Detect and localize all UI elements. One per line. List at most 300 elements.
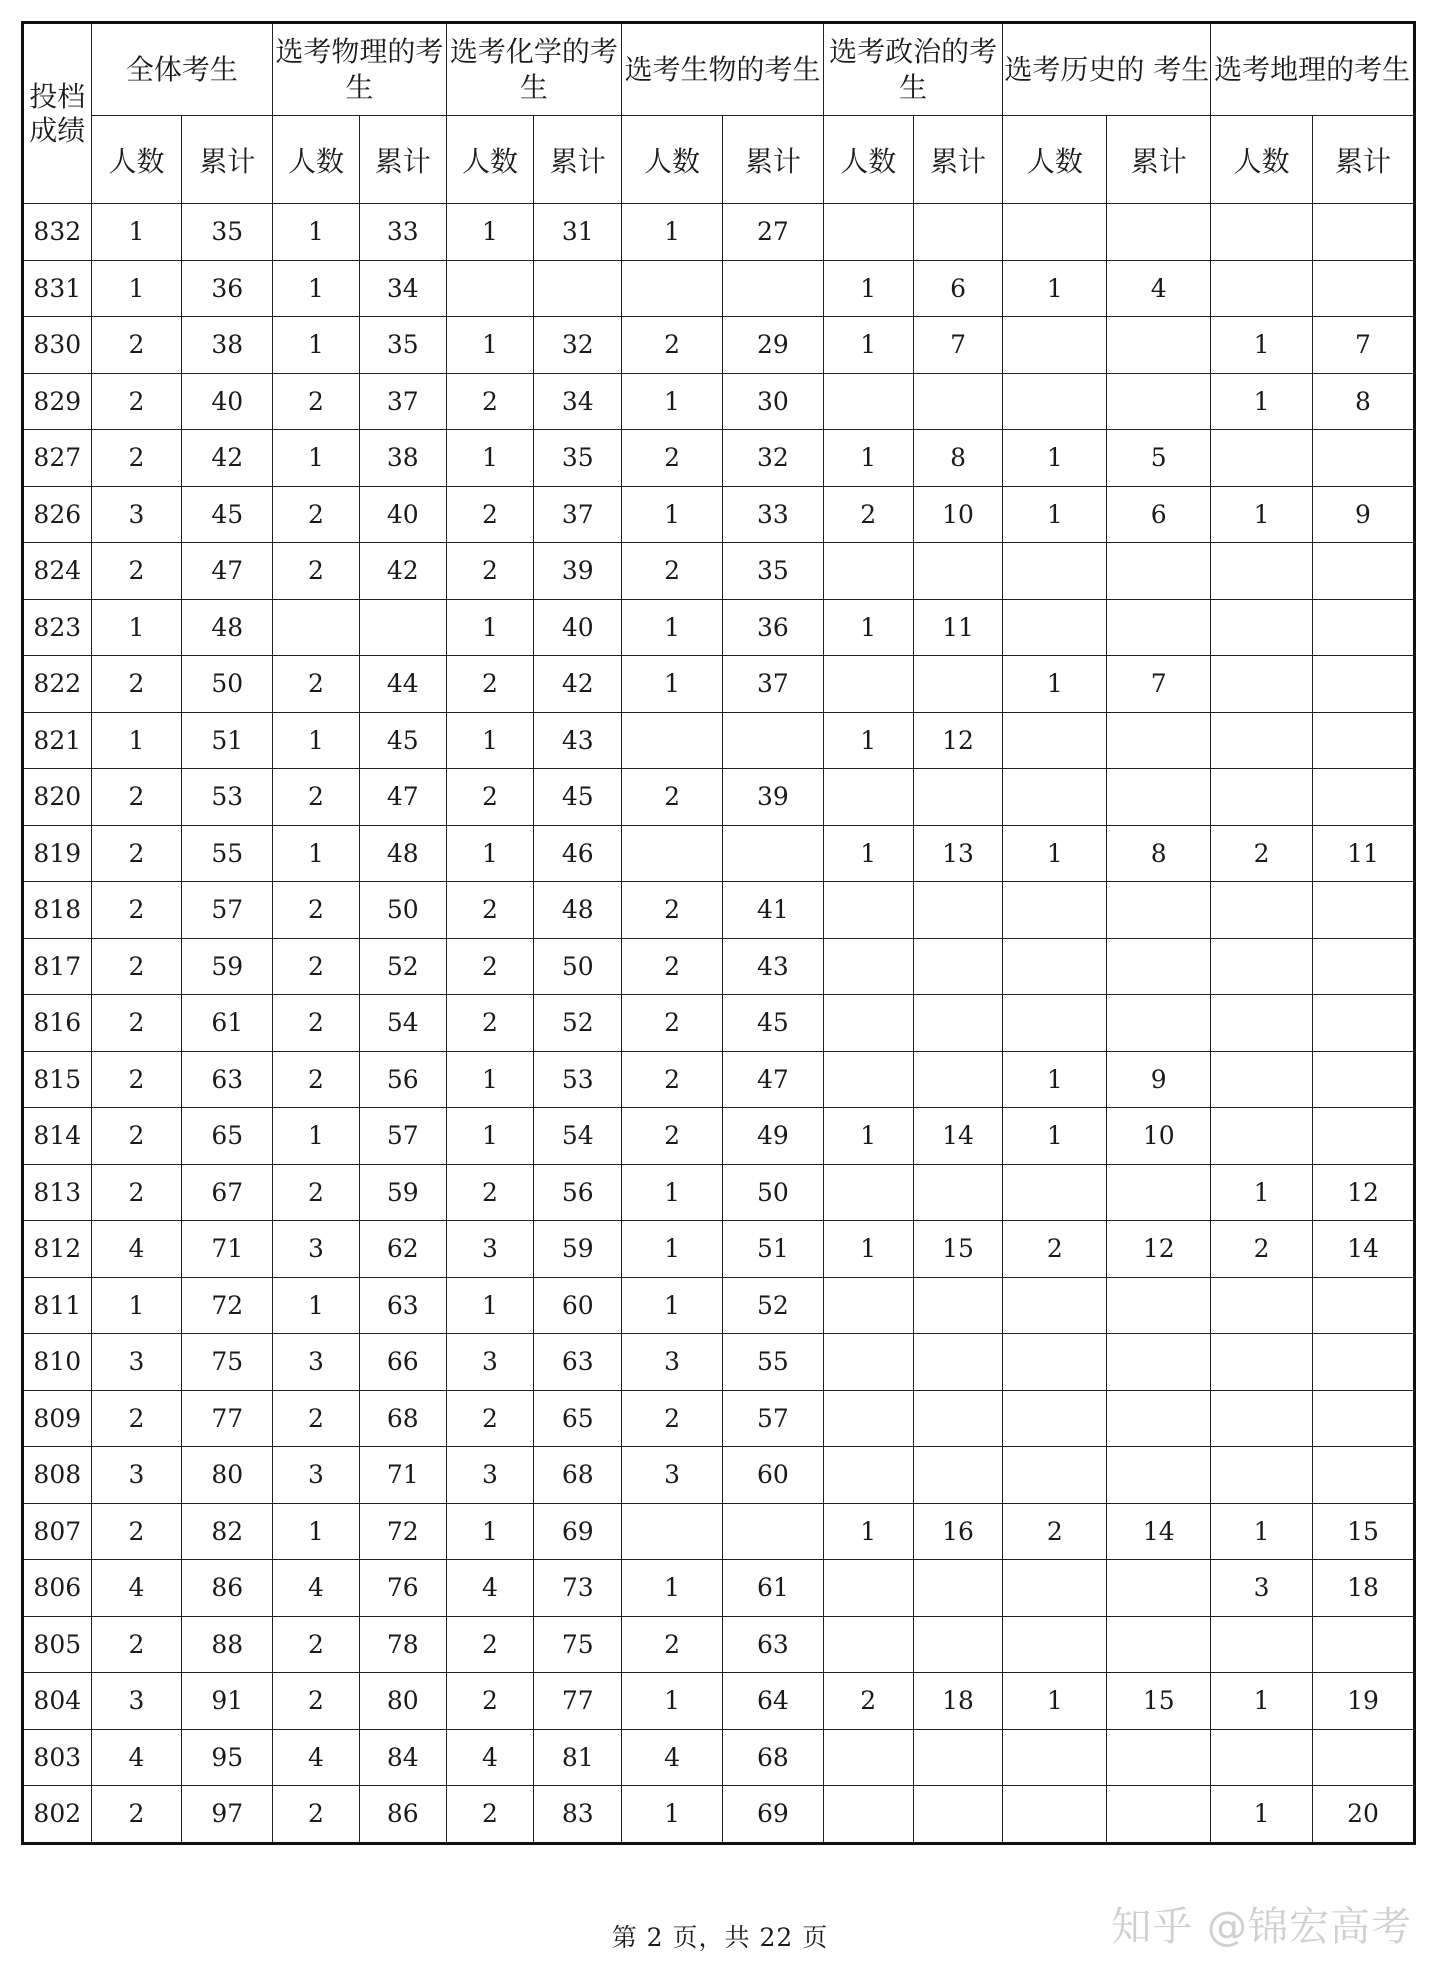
cumulative-cell: 11	[1313, 825, 1415, 882]
cumulative-cell	[913, 204, 1003, 261]
cumulative-cell: 9	[1313, 486, 1415, 543]
count-cell: 2	[273, 995, 360, 1052]
cumulative-cell: 81	[534, 1729, 622, 1786]
count-cell	[1003, 1164, 1107, 1221]
score-cell: 817	[23, 938, 92, 995]
cumulative-cell: 63	[359, 1277, 446, 1334]
count-cell	[622, 260, 723, 317]
count-cell: 1	[446, 204, 534, 261]
count-cell: 2	[1003, 1503, 1107, 1560]
score-cell: 831	[23, 260, 92, 317]
cumulative-cell: 8	[1313, 373, 1415, 430]
count-cell: 2	[622, 882, 723, 939]
table-row	[23, 373, 1415, 430]
cumulative-cell: 91	[182, 1673, 273, 1730]
cumulative-cell: 71	[359, 1447, 446, 1504]
cumulative-cell: 33	[359, 204, 446, 261]
cumulative-cell	[913, 995, 1003, 1052]
count-cell	[1211, 938, 1313, 995]
cumulative-cell: 7	[913, 317, 1003, 374]
count-cell: 2	[622, 938, 723, 995]
sub-header-count: 人数	[1003, 116, 1107, 204]
cumulative-cell: 45	[534, 769, 622, 826]
cumulative-cell: 18	[913, 1673, 1003, 1730]
cumulative-cell: 34	[359, 260, 446, 317]
cumulative-cell: 66	[359, 1334, 446, 1391]
count-cell: 3	[273, 1221, 360, 1278]
group-header-geography: 选考地理的考生	[1211, 23, 1415, 116]
cumulative-cell: 55	[182, 825, 273, 882]
cumulative-cell: 59	[182, 938, 273, 995]
table-row	[23, 1390, 1415, 1447]
cumulative-cell: 46	[534, 825, 622, 882]
cumulative-cell: 86	[359, 1786, 446, 1844]
score-cell: 812	[23, 1221, 92, 1278]
count-cell: 3	[91, 1334, 182, 1391]
count-cell	[823, 204, 913, 261]
count-cell: 3	[273, 1334, 360, 1391]
cumulative-cell: 6	[1107, 486, 1211, 543]
cumulative-cell: 48	[534, 882, 622, 939]
count-cell: 2	[91, 1051, 182, 1108]
table-row	[23, 317, 1415, 374]
cumulative-cell: 43	[722, 938, 823, 995]
cumulative-cell	[913, 1051, 1003, 1108]
score-cell: 811	[23, 1277, 92, 1334]
count-cell: 2	[622, 995, 723, 1052]
count-cell: 1	[91, 712, 182, 769]
count-cell: 2	[273, 656, 360, 713]
cumulative-cell: 62	[359, 1221, 446, 1278]
count-cell: 1	[1003, 825, 1107, 882]
score-column-header: 投档成绩	[23, 23, 92, 204]
count-cell	[1211, 656, 1313, 713]
cumulative-cell	[913, 1277, 1003, 1334]
cumulative-cell	[1313, 1277, 1415, 1334]
cumulative-cell	[1313, 1390, 1415, 1447]
cumulative-cell	[1107, 1334, 1211, 1391]
cumulative-cell: 52	[722, 1277, 823, 1334]
group-header-biology: 选考生物的考生	[622, 23, 824, 116]
count-cell	[1211, 1051, 1313, 1108]
count-cell: 1	[273, 1108, 360, 1165]
score-cell: 832	[23, 204, 92, 261]
cumulative-cell: 47	[359, 769, 446, 826]
count-cell: 1	[823, 599, 913, 656]
cumulative-cell: 4	[1107, 260, 1211, 317]
count-cell: 1	[273, 260, 360, 317]
cumulative-cell: 71	[182, 1221, 273, 1278]
cumulative-cell: 40	[534, 599, 622, 656]
cumulative-cell	[913, 882, 1003, 939]
count-cell: 2	[446, 543, 534, 600]
cumulative-cell	[1313, 1616, 1415, 1673]
count-cell: 2	[446, 373, 534, 430]
cumulative-cell: 29	[722, 317, 823, 374]
cumulative-cell	[722, 825, 823, 882]
count-cell: 1	[1003, 486, 1107, 543]
count-cell: 3	[622, 1334, 723, 1391]
cumulative-cell: 86	[182, 1560, 273, 1617]
cumulative-cell: 15	[1313, 1503, 1415, 1560]
count-cell: 2	[622, 1051, 723, 1108]
count-cell: 2	[1003, 1221, 1107, 1278]
cumulative-cell: 31	[534, 204, 622, 261]
table-row	[23, 260, 1415, 317]
score-cell: 802	[23, 1786, 92, 1844]
count-cell: 1	[91, 599, 182, 656]
cumulative-cell: 55	[722, 1334, 823, 1391]
count-cell: 3	[622, 1447, 723, 1504]
cumulative-cell: 9	[1107, 1051, 1211, 1108]
cumulative-cell	[722, 260, 823, 317]
count-cell: 1	[823, 260, 913, 317]
table-row	[23, 204, 1415, 261]
cumulative-cell: 33	[722, 486, 823, 543]
cumulative-cell: 39	[722, 769, 823, 826]
cumulative-cell: 47	[722, 1051, 823, 1108]
cumulative-cell: 6	[913, 260, 1003, 317]
sub-header-cumulative: 累计	[359, 116, 446, 204]
count-cell: 1	[1211, 373, 1313, 430]
count-cell: 2	[446, 486, 534, 543]
count-cell: 2	[273, 543, 360, 600]
cumulative-cell	[1107, 204, 1211, 261]
table-row	[23, 430, 1415, 487]
count-cell: 1	[1003, 260, 1107, 317]
count-cell: 1	[273, 712, 360, 769]
table-row	[23, 995, 1415, 1052]
count-cell: 1	[622, 1221, 723, 1278]
cumulative-cell: 50	[722, 1164, 823, 1221]
count-cell	[1003, 317, 1107, 374]
count-cell: 2	[273, 938, 360, 995]
cumulative-cell: 42	[359, 543, 446, 600]
cumulative-cell: 35	[359, 317, 446, 374]
cumulative-cell	[1313, 769, 1415, 826]
cumulative-cell: 76	[359, 1560, 446, 1617]
cumulative-cell	[913, 1447, 1003, 1504]
cumulative-cell: 37	[534, 486, 622, 543]
count-cell	[1211, 1334, 1313, 1391]
score-cell: 810	[23, 1334, 92, 1391]
count-cell: 2	[446, 995, 534, 1052]
cumulative-cell: 32	[534, 317, 622, 374]
table-row	[23, 1108, 1415, 1165]
count-cell	[1003, 599, 1107, 656]
count-cell: 3	[446, 1447, 534, 1504]
table-row	[23, 712, 1415, 769]
count-cell	[823, 769, 913, 826]
cumulative-cell	[913, 1560, 1003, 1617]
group-header-physics: 选考物理的考生	[273, 23, 446, 116]
cumulative-cell: 57	[182, 882, 273, 939]
cumulative-cell: 38	[359, 430, 446, 487]
count-cell	[1003, 1334, 1107, 1391]
count-cell	[1211, 1277, 1313, 1334]
count-cell	[823, 1616, 913, 1673]
cumulative-cell: 36	[182, 260, 273, 317]
count-cell: 2	[273, 769, 360, 826]
cumulative-cell: 12	[1313, 1164, 1415, 1221]
count-cell: 2	[91, 825, 182, 882]
count-cell: 1	[446, 1108, 534, 1165]
count-cell: 3	[91, 486, 182, 543]
score-cell: 813	[23, 1164, 92, 1221]
cumulative-cell: 88	[182, 1616, 273, 1673]
count-cell: 2	[622, 317, 723, 374]
count-cell: 4	[622, 1729, 723, 1786]
count-cell: 2	[446, 1164, 534, 1221]
count-cell: 3	[446, 1221, 534, 1278]
count-cell: 2	[273, 1164, 360, 1221]
count-cell: 1	[622, 1560, 723, 1617]
count-cell	[1211, 882, 1313, 939]
cumulative-cell: 69	[722, 1786, 823, 1844]
cumulative-cell: 75	[182, 1334, 273, 1391]
count-cell: 2	[91, 1786, 182, 1844]
group-header-chemistry: 选考化学的考生	[446, 23, 622, 116]
cumulative-cell	[913, 1334, 1003, 1391]
count-cell: 2	[273, 882, 360, 939]
count-cell	[823, 1390, 913, 1447]
count-cell: 2	[446, 1786, 534, 1844]
table-row	[23, 1277, 1415, 1334]
count-cell: 4	[446, 1560, 534, 1617]
cumulative-cell	[1107, 1729, 1211, 1786]
table-row	[23, 1447, 1415, 1504]
count-cell	[823, 1334, 913, 1391]
cumulative-cell: 57	[359, 1108, 446, 1165]
cumulative-cell: 59	[534, 1221, 622, 1278]
cumulative-cell: 65	[182, 1108, 273, 1165]
cumulative-cell	[913, 656, 1003, 713]
cumulative-cell: 97	[182, 1786, 273, 1844]
cumulative-cell: 32	[722, 430, 823, 487]
cumulative-cell: 18	[1313, 1560, 1415, 1617]
cumulative-cell: 8	[913, 430, 1003, 487]
cumulative-cell: 51	[722, 1221, 823, 1278]
count-cell	[1003, 1447, 1107, 1504]
cumulative-cell: 16	[913, 1503, 1003, 1560]
count-cell	[446, 260, 534, 317]
cumulative-cell: 52	[534, 995, 622, 1052]
sub-header-cumulative: 累计	[913, 116, 1003, 204]
cumulative-cell: 83	[534, 1786, 622, 1844]
score-cell: 806	[23, 1560, 92, 1617]
cumulative-cell	[1313, 938, 1415, 995]
table-row	[23, 486, 1415, 543]
cumulative-cell	[1313, 1447, 1415, 1504]
count-cell	[1211, 430, 1313, 487]
cumulative-cell: 78	[359, 1616, 446, 1673]
count-cell: 2	[273, 1616, 360, 1673]
count-cell: 1	[1003, 656, 1107, 713]
cumulative-cell: 15	[1107, 1673, 1211, 1730]
count-cell	[1211, 1616, 1313, 1673]
count-cell: 1	[622, 1786, 723, 1844]
count-cell	[823, 656, 913, 713]
count-cell: 1	[91, 260, 182, 317]
cumulative-cell: 35	[182, 204, 273, 261]
score-cell: 818	[23, 882, 92, 939]
cumulative-cell	[1107, 1560, 1211, 1617]
count-cell: 2	[622, 769, 723, 826]
cumulative-cell	[1313, 543, 1415, 600]
sub-header-count: 人数	[91, 116, 182, 204]
cumulative-cell: 54	[359, 995, 446, 1052]
cumulative-cell	[722, 712, 823, 769]
cumulative-cell: 82	[182, 1503, 273, 1560]
cumulative-cell	[913, 1729, 1003, 1786]
count-cell: 2	[273, 486, 360, 543]
count-cell: 1	[446, 1277, 534, 1334]
sub-header-count: 人数	[273, 116, 360, 204]
cumulative-cell	[1313, 882, 1415, 939]
count-cell	[1003, 938, 1107, 995]
count-cell	[823, 938, 913, 995]
count-cell: 1	[446, 825, 534, 882]
sub-header-count: 人数	[622, 116, 723, 204]
count-cell: 2	[823, 486, 913, 543]
score-cell: 815	[23, 1051, 92, 1108]
table-row	[23, 599, 1415, 656]
count-cell	[823, 373, 913, 430]
cumulative-cell	[913, 1786, 1003, 1844]
count-cell	[1211, 1390, 1313, 1447]
count-cell	[823, 1729, 913, 1786]
count-cell: 2	[446, 1390, 534, 1447]
cumulative-cell: 72	[182, 1277, 273, 1334]
count-cell	[1211, 995, 1313, 1052]
count-cell: 1	[91, 204, 182, 261]
count-cell	[1003, 1786, 1107, 1844]
cumulative-cell: 77	[182, 1390, 273, 1447]
cumulative-cell	[1313, 430, 1415, 487]
score-cell: 824	[23, 543, 92, 600]
cumulative-cell: 50	[534, 938, 622, 995]
count-cell: 1	[91, 1277, 182, 1334]
count-cell: 2	[823, 1673, 913, 1730]
count-cell: 4	[91, 1560, 182, 1617]
count-cell	[1003, 712, 1107, 769]
count-cell: 1	[1003, 1673, 1107, 1730]
count-cell: 4	[273, 1729, 360, 1786]
count-cell: 1	[823, 1503, 913, 1560]
count-cell: 1	[622, 486, 723, 543]
cumulative-cell: 12	[913, 712, 1003, 769]
count-cell: 3	[273, 1447, 360, 1504]
count-cell	[622, 825, 723, 882]
cumulative-cell	[1313, 995, 1415, 1052]
table-row	[23, 1503, 1415, 1560]
cumulative-cell: 13	[913, 825, 1003, 882]
score-cell: 820	[23, 769, 92, 826]
cumulative-cell	[1313, 656, 1415, 713]
count-cell	[823, 543, 913, 600]
count-cell	[1211, 599, 1313, 656]
count-cell: 4	[273, 1560, 360, 1617]
score-distribution-table	[21, 21, 1416, 1845]
count-cell: 2	[91, 882, 182, 939]
cumulative-cell: 35	[722, 543, 823, 600]
count-cell: 3	[91, 1673, 182, 1730]
count-cell: 1	[622, 1277, 723, 1334]
count-cell	[1003, 1277, 1107, 1334]
count-cell	[823, 882, 913, 939]
cumulative-cell: 43	[534, 712, 622, 769]
score-cell: 809	[23, 1390, 92, 1447]
count-cell: 2	[91, 317, 182, 374]
cumulative-cell: 68	[722, 1729, 823, 1786]
count-cell	[1003, 882, 1107, 939]
count-cell: 1	[1211, 486, 1313, 543]
cumulative-cell: 49	[722, 1108, 823, 1165]
table-row	[23, 938, 1415, 995]
cumulative-cell: 7	[1313, 317, 1415, 374]
count-cell: 2	[273, 1051, 360, 1108]
cumulative-cell: 14	[1107, 1503, 1211, 1560]
cumulative-cell: 73	[534, 1560, 622, 1617]
count-cell: 2	[91, 1108, 182, 1165]
cumulative-cell: 69	[534, 1503, 622, 1560]
cumulative-cell	[1107, 1164, 1211, 1221]
count-cell: 4	[91, 1221, 182, 1278]
count-cell: 1	[1211, 1786, 1313, 1844]
count-cell: 4	[91, 1729, 182, 1786]
count-cell: 1	[446, 599, 534, 656]
cumulative-cell: 5	[1107, 430, 1211, 487]
count-cell	[823, 995, 913, 1052]
count-cell: 1	[622, 373, 723, 430]
table-row	[23, 1051, 1415, 1108]
cumulative-cell: 42	[182, 430, 273, 487]
cumulative-cell: 84	[359, 1729, 446, 1786]
count-cell: 1	[1211, 1164, 1313, 1221]
cumulative-cell	[913, 1164, 1003, 1221]
count-cell: 1	[273, 204, 360, 261]
score-cell: 805	[23, 1616, 92, 1673]
score-cell: 830	[23, 317, 92, 374]
score-cell: 803	[23, 1729, 92, 1786]
table-row	[23, 656, 1415, 713]
cumulative-cell: 50	[182, 656, 273, 713]
cumulative-cell: 60	[534, 1277, 622, 1334]
score-cell: 804	[23, 1673, 92, 1730]
count-cell: 1	[1211, 1673, 1313, 1730]
count-cell: 2	[273, 1786, 360, 1844]
score-cell: 822	[23, 656, 92, 713]
group-header-all: 全体考生	[91, 23, 273, 116]
count-cell: 1	[622, 204, 723, 261]
count-cell: 2	[91, 1164, 182, 1221]
count-cell: 1	[273, 1277, 360, 1334]
sub-header-count: 人数	[823, 116, 913, 204]
count-cell: 1	[823, 1108, 913, 1165]
cumulative-cell: 35	[534, 430, 622, 487]
cumulative-cell: 75	[534, 1616, 622, 1673]
count-cell: 2	[91, 995, 182, 1052]
cumulative-cell: 52	[359, 938, 446, 995]
count-cell: 1	[446, 712, 534, 769]
cumulative-cell: 45	[722, 995, 823, 1052]
count-cell	[1211, 1108, 1313, 1165]
cumulative-cell: 72	[359, 1503, 446, 1560]
cumulative-cell: 11	[913, 599, 1003, 656]
count-cell: 1	[446, 430, 534, 487]
cumulative-cell: 56	[359, 1051, 446, 1108]
cumulative-cell: 95	[182, 1729, 273, 1786]
